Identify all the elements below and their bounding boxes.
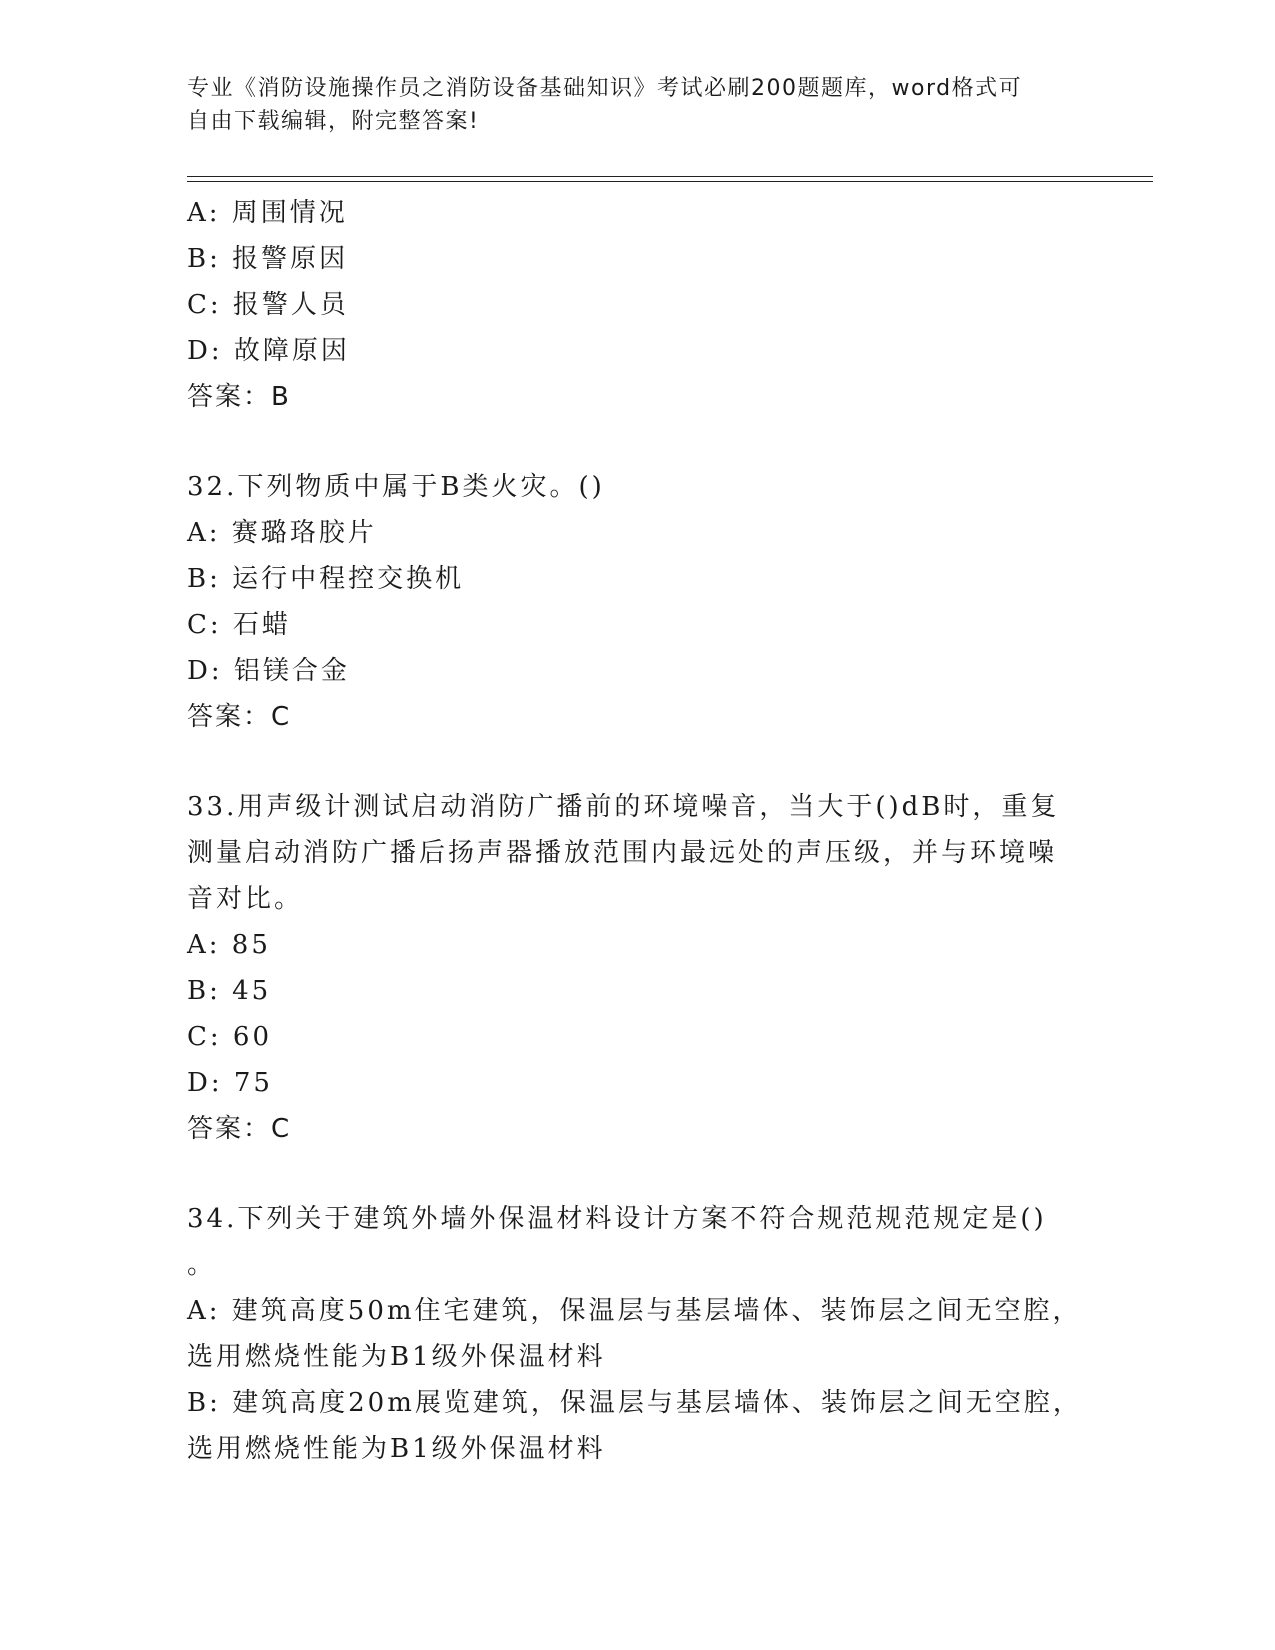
question-stem-line-2: 测量启动消防广播后扬声器播放范围内最远处的声压级，并与环境噪 (187, 838, 1058, 868)
question-31 (187, 190, 1087, 420)
option-b-line-1: B: 建筑高度20m展览建筑，保温层与基层墙体、装饰层之间无空腔， (187, 1388, 1082, 1418)
header-line-1: 专业《消防设施操作员之消防设备基础知识》考试必刷200题题库，word格式可 (187, 76, 1023, 101)
header-line-2: 自由下载编辑，附完整答案! (187, 109, 480, 134)
answer: 答案：C (187, 1114, 292, 1144)
spacer (187, 1152, 1087, 1196)
option-c: C: 60 (187, 1022, 273, 1052)
question-stem-line-2: 。 (187, 1250, 217, 1280)
option-a-line-2: 选用燃烧性能为B1级外保温材料 (187, 1342, 606, 1372)
spacer (187, 420, 1087, 464)
question-stem-line-1: 34.下列关于建筑外墙外保温材料设计方案不符合规范规范规定是() (187, 1204, 1047, 1234)
option-a: A: 85 (187, 930, 271, 960)
option-b: B: 45 (187, 976, 272, 1006)
spacer (187, 740, 1087, 784)
question-stem-line-3: 音对比。 (187, 884, 304, 914)
option-b-line-2: 选用燃烧性能为B1级外保温材料 (187, 1434, 606, 1464)
header-divider-bottom (187, 181, 1153, 182)
option-a: A: 周围情况 (187, 198, 348, 228)
answer: 答案：C (187, 702, 292, 732)
option-d: D: 故障原因 (187, 336, 350, 366)
option-c: C: 报警人员 (187, 290, 349, 320)
question-stem-line-1: 33.用声级计测试启动消防广播前的环境噪音，当大于()dB时，重复 (187, 792, 1060, 822)
question-33 (187, 784, 1087, 1152)
document-header (187, 72, 1067, 138)
option-b: B: 运行中程控交换机 (187, 564, 465, 594)
option-d: D: 75 (187, 1068, 273, 1098)
option-b: B: 报警原因 (187, 244, 349, 274)
option-a-line-1: A: 建筑高度50m住宅建筑，保温层与基层墙体、装饰层之间无空腔， (187, 1296, 1082, 1326)
option-c: C: 石蜡 (187, 610, 291, 640)
option-d: D: 铝镁合金 (187, 656, 350, 686)
question-list (187, 190, 1087, 1472)
question-32 (187, 464, 1087, 740)
option-a: A: 赛璐珞胶片 (187, 518, 377, 548)
header-divider-top (187, 176, 1153, 177)
question-stem: 32.下列物质中属于B类火灾。() (187, 472, 605, 502)
answer: 答案：B (187, 382, 291, 412)
question-34 (187, 1196, 1087, 1472)
